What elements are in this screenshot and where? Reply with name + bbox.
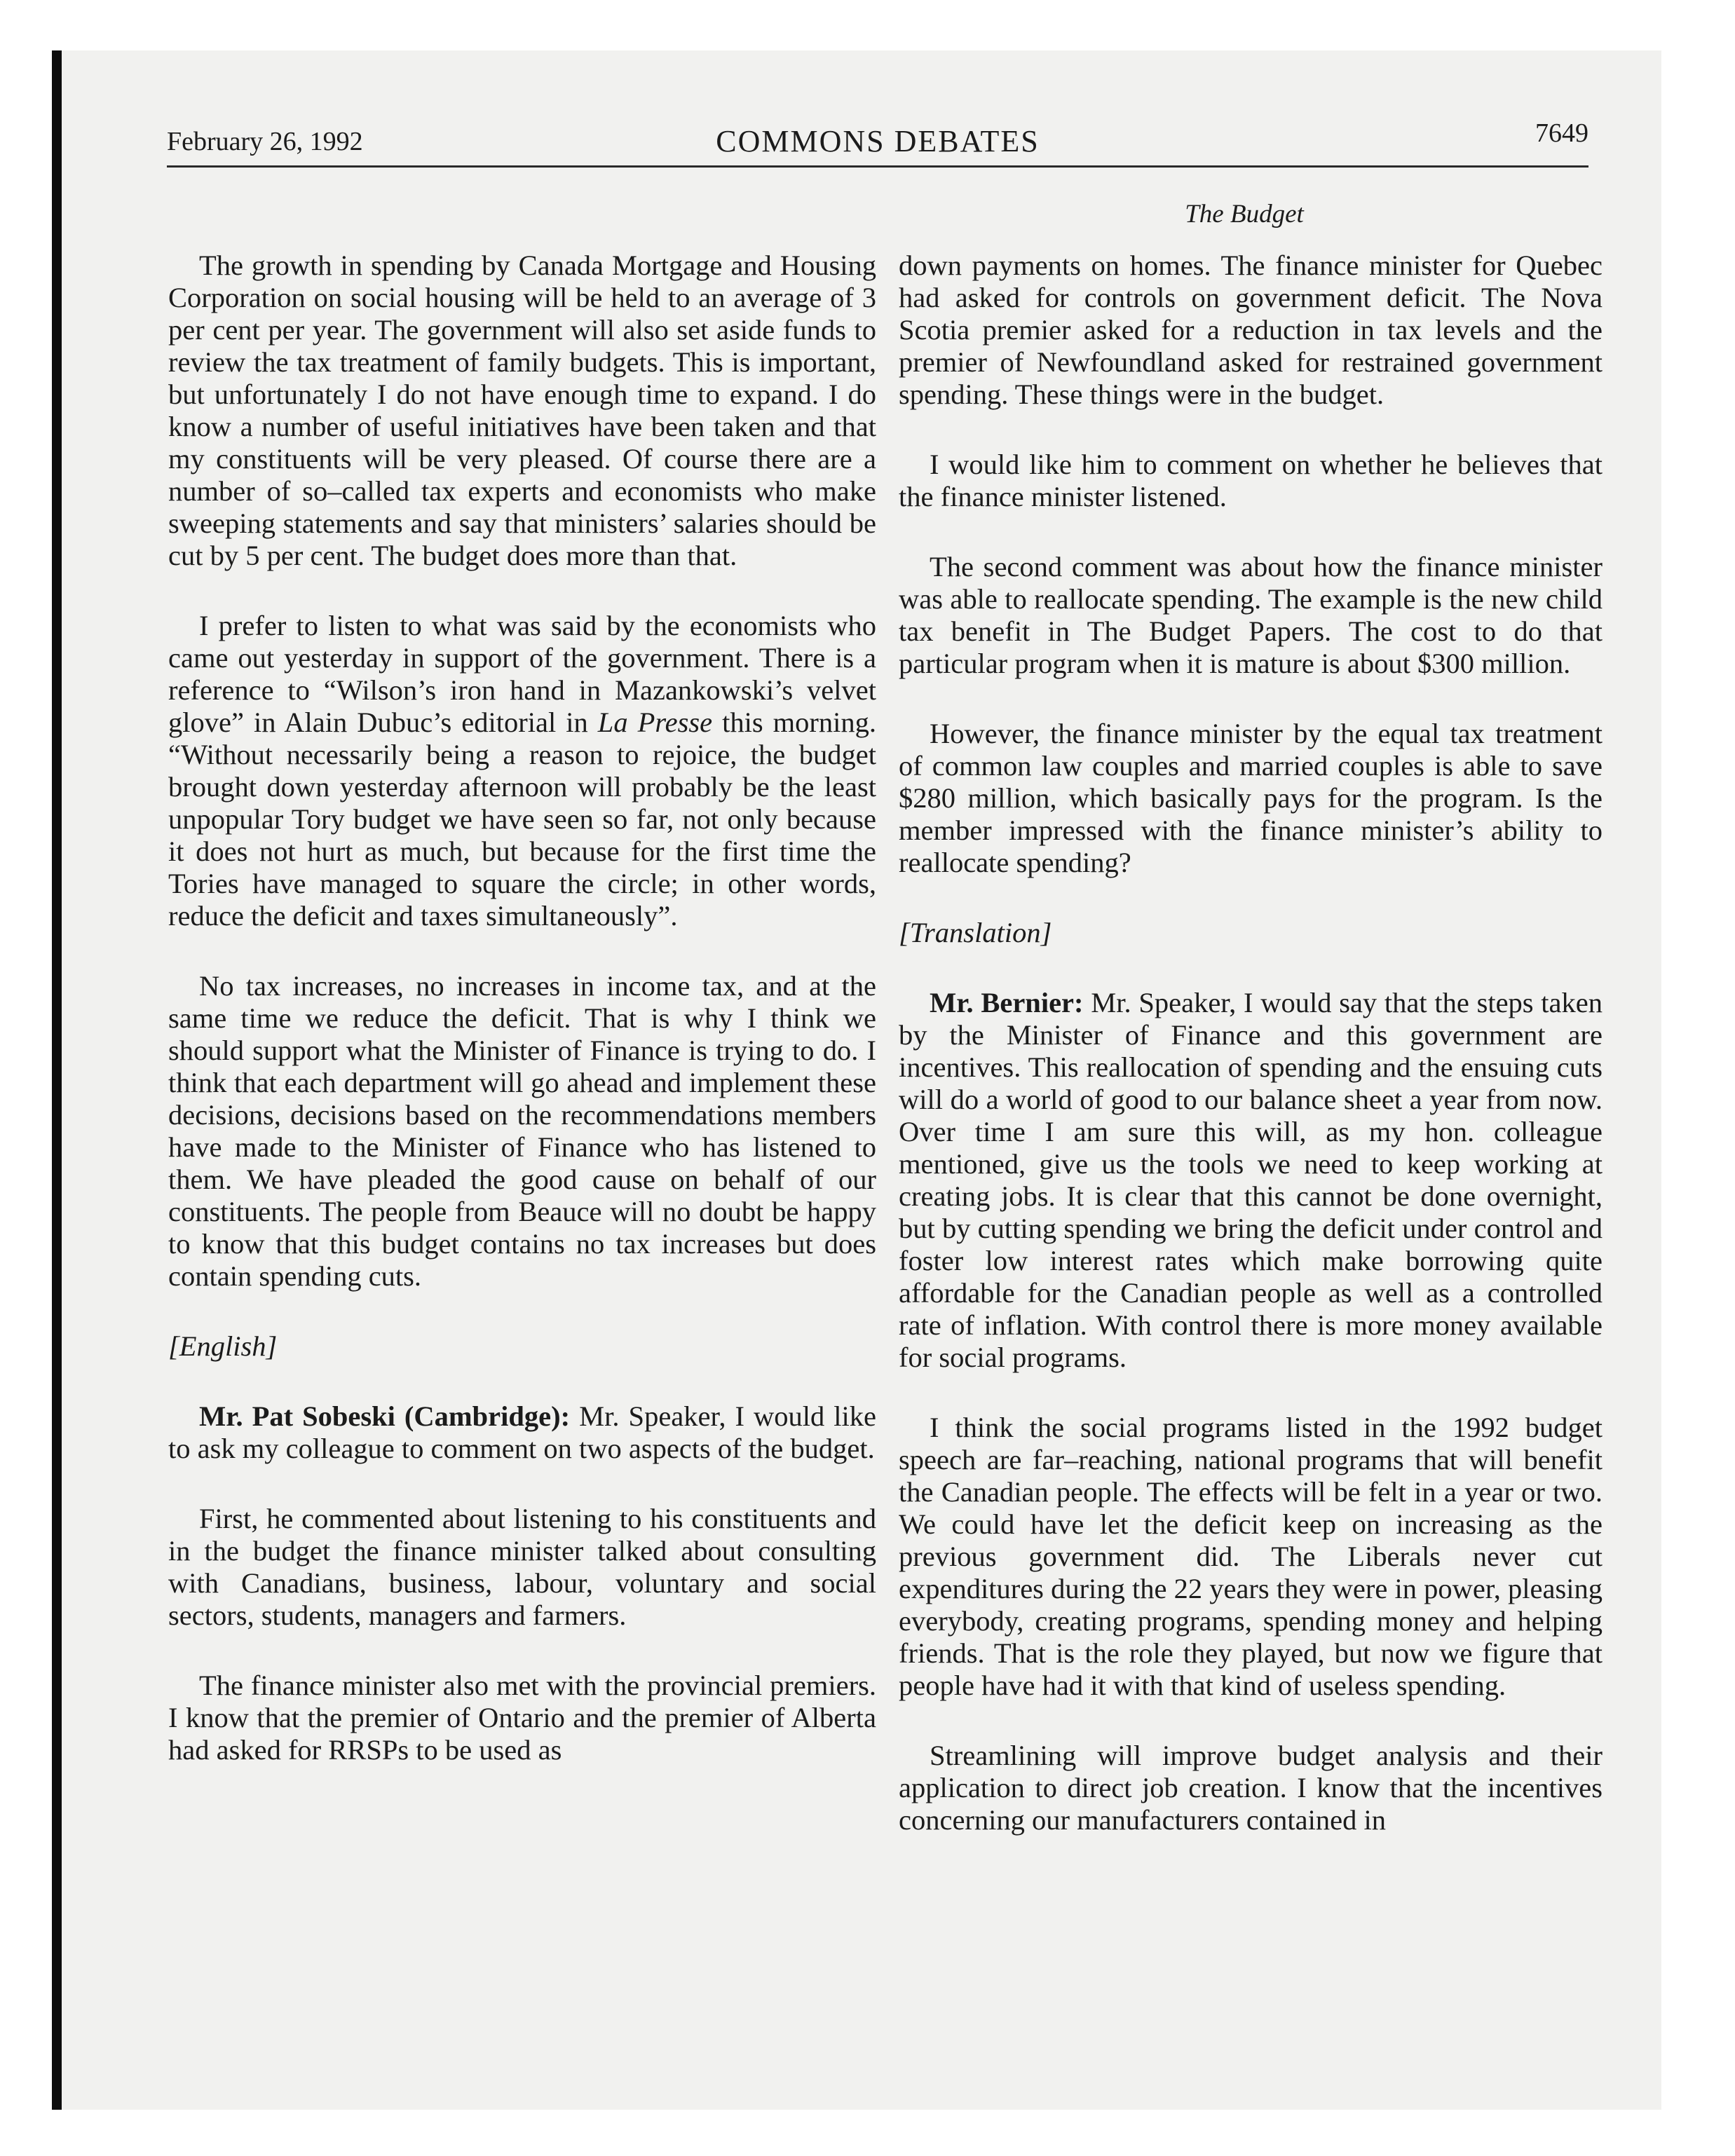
- language-note: [English]: [168, 1330, 278, 1362]
- paragraph: The finance minister also met with the provincial premiers. I know that the premier of Ontario and the premier of Alberta had asked for RRSPs to be used as: [168, 1670, 876, 1766]
- paragraph: The growth in spending by Canada Mortgage and Housing Corporation on social housing will be held to an average of 3 per cent per year. The government will also set aside funds to review the tax treatment of family budgets. This is important, but unfortunately I do not have enough time to expand. I do know a number of useful initiatives have been taken and that my constituents will be very pleased. Of course there are a number of so–called tax experts and economists who make sweeping statements and say that ministers’ salaries should be cut by 5 per cent. The budget does more than that.: [168, 250, 876, 571]
- paragraph-text: this morning. “Without necessarily being a reason to rejoice, the budget brought down yesterday afternoon will probably be the least unpopular Tory budget we have seen so far, not only because it does not hurt as much, but because for the first time the Tories have managed to square the circle; in other words, reduce the deficit and taxes simultaneously”.: [168, 707, 877, 932]
- left-column: [168, 250, 876, 1804]
- speaker-name: Mr. Bernier:: [930, 987, 1084, 1018]
- language-note: [Translation]: [899, 917, 1052, 948]
- paragraph-text: Mr. Speaker, I would like to ask my colleague to comment on two aspects of the budget.: [168, 1400, 876, 1464]
- paragraph: down payments on homes. The finance minister for Quebec had asked for controls on government deficit. The Nova Scotia premier asked for a reduction in tax levels and the premier of Newfoundland asked for restrained government spending. These things were in the budget.: [899, 250, 1603, 410]
- paragraph: First, he commented about listening to his constituents and in the budget the finance minister talked about consulting with Canadians, business, labour, voluntary and social sectors, students, managers and farmers.: [168, 1503, 876, 1631]
- paragraph-text: Mr. Speaker, I would say that the steps taken by the Minister of Finance and this government are incentives. This reallocation of spending and the ensuing cuts will do a world of good to our balance sheet a year from now. Over time I am sure this will, as my hon. colleague mentioned, give us the tools we need to keep working at creating jobs. It is clear that this cannot be done overnight, but by cutting spending we bring the deficit under control and foster low interest rates which make borrowing quite affordable for the Canadian people as well as a controlled rate of inflation. With control there is more money available for social programs.: [899, 987, 1603, 1373]
- right-column: [899, 250, 1603, 1874]
- paragraph: I would like him to comment on whether he believes that the finance minister listened.: [899, 449, 1603, 512]
- paragraph: Streamlining will improve budget analysis and their application to direct job creation. I know that the incentives concerning our manufacturers contained in: [899, 1740, 1603, 1836]
- publication-title: La Presse: [597, 707, 713, 738]
- header-rule: [167, 165, 1588, 168]
- paragraph-text: I prefer to listen to what was said by the economists who came out yesterday in support of the government. There is a reference to “Wilson’s iron hand in Mazankowski’s velvet glove” in Alain Dubuc’s editorial in: [168, 610, 876, 738]
- section-title: The Budget: [1185, 200, 1304, 228]
- paragraph: No tax increases, no increases in income tax, and at the same time we reduce the deficit. That is why I think we should support what the Minister of Finance is trying to do. I think that each department will go ahead and implement these decisions, decisions based on the recommendations members have made to the Minister of Finance who has listened to them. We have pleaded the good cause on behalf of our constituents. The people from Beauce will no doubt be happy to know that this budget contains no tax increases but does contain spending cuts.: [168, 970, 876, 1292]
- paragraph: [899, 987, 1603, 1374]
- paragraph: The second comment was about how the finance minister was able to reallocate spending. The example is the new child tax benefit in The Budget Papers. The cost to do that particular program when it is mature is about $300 million.: [899, 551, 1603, 679]
- paragraph: However, the finance minister by the equal tax treatment of common law couples and married couples is able to save $280 million, which basically pays for the program. Is the member impressed with the finance minister’s ability to reallocate spending?: [899, 718, 1603, 878]
- scan-margin-top: [0, 0, 1735, 50]
- paragraph: [168, 1400, 876, 1465]
- header-date: February 26, 1992: [167, 127, 363, 156]
- paragraph: I think the social programs listed in the 1992 budget speech are far–reaching, national programs that will benefit the Canadian people. The effects will be felt in a year or two. We could have let the deficit keep on increasing as the previous government did. The Liberals never cut expenditures during the 22 years they were in power, pleasing everybody, creating programs, spending money and helping friends. That is the role they played, but now we figure that people have had it with that kind of useless spending.: [899, 1412, 1603, 1701]
- speaker-name: Mr. Pat Sobeski (Cambridge):: [199, 1400, 571, 1432]
- header-title: COMMONS DEBATES: [716, 124, 1040, 158]
- running-header: [167, 118, 1588, 165]
- paragraph: [168, 610, 876, 932]
- scan-edge-left: [52, 50, 62, 2110]
- page-number: 7649: [1535, 118, 1588, 148]
